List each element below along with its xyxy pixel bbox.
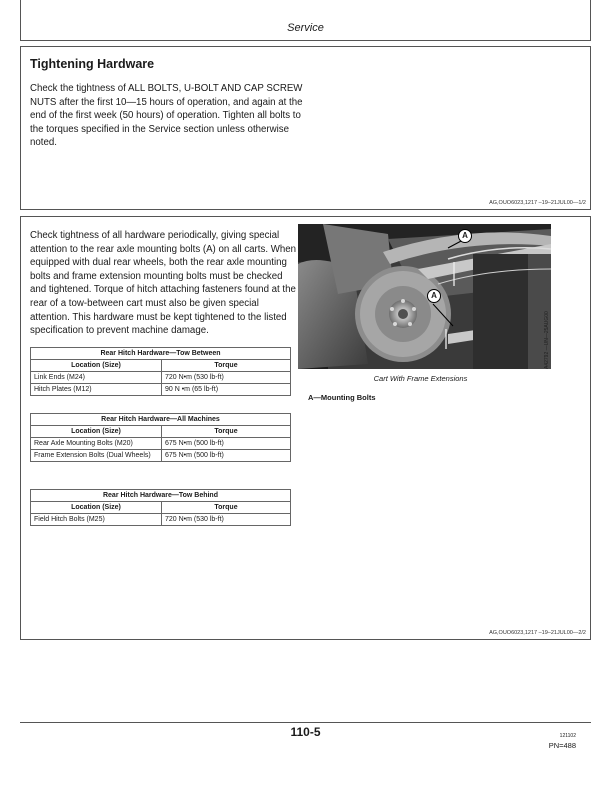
column-header-torque: Torque <box>162 502 291 514</box>
location-cell: Frame Extension Bolts (Dual Wheels) <box>31 450 162 462</box>
page-number: 110-5 <box>290 725 321 739</box>
location-cell: Field Hitch Bolts (M25) <box>31 514 162 526</box>
column-header-torque: Torque <box>162 360 291 372</box>
spec-table-tow-behind <box>30 489 291 526</box>
table-row <box>31 450 291 462</box>
section-body: Check tightness of all hardware periodically, giving special attention to the rear axle mounting bolts (A) on all carts. When equipped with dual rear wheels, both the rear axle mounting bolts and frame extension mounting bolts must be checked and tightened. Torque of hitch attaching fasteners found at the rear of a tow-between cart must also be given special attention. This hardware must be kept tightened to the listed specification to prevent machine damage. <box>30 230 297 337</box>
table-row <box>31 438 291 450</box>
figure-caption: Cart With Frame Extensions <box>373 374 468 383</box>
torque-cell: 720 N•m (530 lb-ft) <box>162 372 291 384</box>
column-header-location: Location (Size) <box>31 426 162 438</box>
column-header-location: Location (Size) <box>31 360 162 372</box>
column-header-torque: Torque <box>162 426 291 438</box>
location-cell: Link Ends (M24) <box>31 372 162 384</box>
header-right-rule <box>590 0 591 40</box>
reference-code: AG,OUO6023,1217 –19–21JUL00—1/2 <box>489 200 586 206</box>
section-body: Check the tightness of ALL BOLTS, U-BOLT AND CAP SCREW NUTS after the first 10—15 hours of operation, and again at the end of the first week (50 hours) of operation. Tighten all bolts to the torques specified in the Service section unless otherwise noted. <box>30 83 303 149</box>
location-cell: Rear Axle Mounting Bolts (M20) <box>31 438 162 450</box>
location-cell: Hitch Plates (M12) <box>31 384 162 396</box>
footer-rule <box>20 722 591 723</box>
table-row <box>31 384 291 396</box>
section-title: Tightening Hardware <box>30 57 155 71</box>
tightening-hardware-section <box>20 46 591 210</box>
callout-a-top: A <box>458 229 472 243</box>
figure-id: A42792 —UN—25AUG00 <box>544 311 550 369</box>
header-title: Service <box>287 22 324 34</box>
table-title: Rear Hitch Hardware—All Machines <box>31 414 291 426</box>
reference-code: AG,OUO6023,1217 –19–21JUL00—2/2 <box>489 630 586 636</box>
footer-code: 121102 <box>559 733 576 739</box>
torque-cell: 675 N•m (500 lb-ft) <box>162 450 291 462</box>
table-title: Rear Hitch Hardware—Tow Behind <box>31 490 291 502</box>
torque-cell: 675 N•m (500 lb-ft) <box>162 438 291 450</box>
table-row <box>31 514 291 526</box>
table-row <box>31 372 291 384</box>
callout-a-bottom: A <box>427 289 441 303</box>
spec-table-all-machines <box>30 413 291 462</box>
pn-number: PN=488 <box>548 741 576 750</box>
hardware-check-section <box>20 216 591 640</box>
figure-legend: A—Mounting Bolts <box>308 393 376 402</box>
header-left-rule <box>20 0 21 40</box>
torque-cell: 90 N •m (65 lb-ft) <box>162 384 291 396</box>
torque-cell: 720 N•m (530 lb-ft) <box>162 514 291 526</box>
spec-table-tow-between <box>30 347 291 396</box>
callout-overlay <box>298 224 551 369</box>
column-header-location: Location (Size) <box>31 502 162 514</box>
table-title: Rear Hitch Hardware—Tow Between <box>31 348 291 360</box>
header-rule <box>20 40 591 41</box>
